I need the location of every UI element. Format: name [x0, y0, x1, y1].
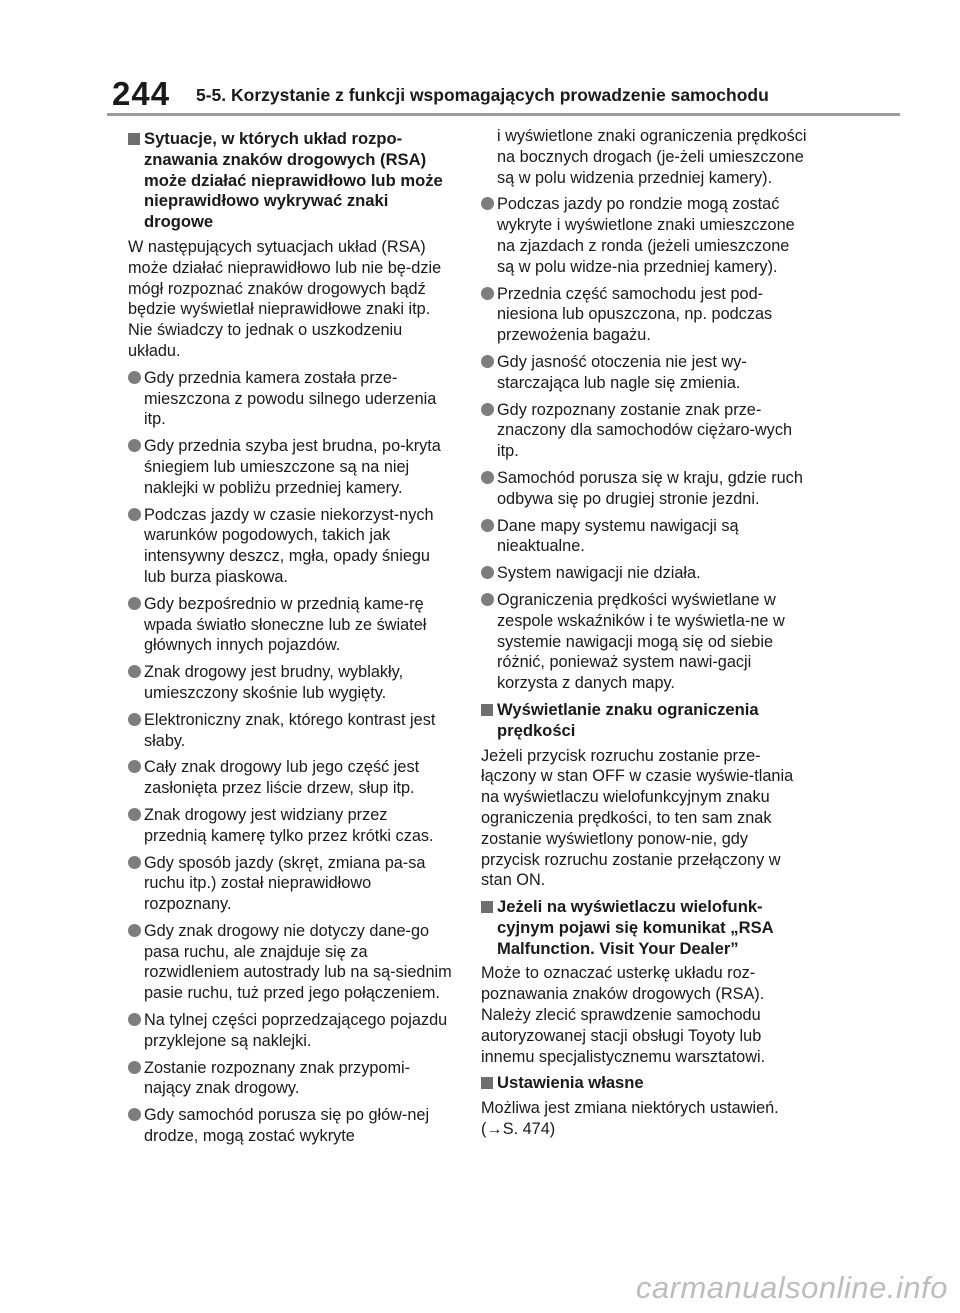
list-item-text: Znak drogowy jest brudny, wyblakły, umieszczony skośnie lub wygięty. — [144, 663, 404, 702]
section-heading-speed-limit-display — [481, 700, 811, 742]
list-item — [128, 436, 454, 498]
list-item-text: Przednia część samochodu jest pod-niesiona lub opuszczona, np. podczas przewożenia bagażu. — [497, 284, 773, 345]
header-divider — [107, 113, 900, 116]
list-item-text: Zostanie rozpoznany znak przypomi-nający znak drogowy. — [144, 1058, 411, 1098]
list-item — [128, 594, 454, 656]
list-item-text: Cały znak drogowy lub jego część jest zasłonięta przez liście drzew, słup itp. — [144, 758, 420, 798]
list-item-text: Gdy jasność otoczenia nie jest wy-starczająca lub nagle się zmienia. — [497, 352, 747, 392]
list-item — [128, 1010, 454, 1052]
section-heading-text: Ustawienia własne — [497, 1073, 644, 1093]
list-item — [128, 805, 454, 847]
list-item-text: Gdy bezpośrednio w przednią kame-rę wpada światło słoneczne lub ze świateł głównych innych pojazdów. — [144, 594, 427, 655]
list-item — [481, 516, 811, 558]
circle-bullet-icon — [481, 519, 494, 532]
circle-bullet-icon — [128, 713, 141, 726]
section-heading-text: Jeżeli na wyświetlaczu wielofunk-cyjnym pojawi się komunikat „RSA Malfunction. Visit Your Dealer” — [497, 897, 774, 958]
circle-bullet-icon — [481, 197, 494, 210]
paragraph: Może to oznaczać usterkę układu roz-poznawania znaków drogowych (RSA). Należy zlecić sprawdzenie samochodu autoryzowanej stacji obsługi Toyoty lub innemu specjalistycznemu warsztatowi. — [481, 964, 766, 1066]
section-heading-custom-settings — [481, 1073, 811, 1094]
list-item — [481, 194, 811, 277]
circle-bullet-icon — [481, 566, 494, 579]
paragraph-page-reference: Możliwa jest zmiana niektórych ustawień. (→S. 474) — [481, 1099, 779, 1139]
circle-bullet-icon — [481, 355, 494, 368]
circle-bullet-icon — [128, 1108, 141, 1121]
square-bullet-icon — [481, 704, 493, 716]
list-item — [128, 505, 454, 588]
list-item-text: Gdy sposób jazdy (skręt, zmiana pa-sa ruchu itp.) został nieprawidłowo rozpoznany. — [144, 853, 426, 914]
list-item-text: Gdy znak drogowy nie dotyczy dane-go pasa ruchu, ale znajduje się za rozwidleniem autostrady lub na są-siednim pasie ruchu, tuż przed jego połączeniem. — [144, 921, 452, 1003]
section-heading-rsa-issues — [128, 129, 454, 233]
circle-bullet-icon — [128, 597, 141, 610]
list-item — [128, 710, 454, 752]
circle-bullet-icon — [128, 856, 141, 869]
list-item — [128, 662, 454, 704]
circle-bullet-icon — [481, 287, 494, 300]
circle-bullet-icon — [481, 471, 494, 484]
circle-bullet-icon — [128, 1013, 141, 1026]
list-item — [481, 468, 811, 510]
circle-bullet-icon — [481, 593, 494, 606]
right-column — [481, 126, 811, 1146]
list-item-text: Elektroniczny znak, którego kontrast jest słaby. — [144, 710, 436, 750]
list-item-text: Ograniczenia prędkości wyświetlane w zespole wskaźników i te wyświetla-ne w systemie nawigacji mogą się od siebie różnić, ponieważ system nawi-gacji korzysta z danych mapy. — [497, 590, 785, 693]
list-item — [128, 1105, 454, 1147]
section-title: 5-5. Korzystanie z funkcji wspomagających prowadzenie samochodu — [196, 85, 769, 105]
list-item-text: Gdy przednia szyba jest brudna, po-kryta śniegiem lub umieszczone są na niej naklejki w pobliżu przedniej kamery. — [144, 437, 441, 497]
section-heading-rsa-malfunction — [481, 897, 811, 959]
circle-bullet-icon — [128, 808, 141, 821]
left-column — [128, 126, 454, 1153]
list-item — [481, 284, 811, 346]
circle-bullet-icon — [128, 760, 141, 773]
list-item — [481, 590, 811, 694]
list-item — [128, 368, 454, 430]
circle-bullet-icon — [128, 924, 141, 937]
list-item — [481, 352, 811, 394]
list-item-text: Znak drogowy jest widziany przez przednią kamerę tylko przez krótki czas. — [144, 805, 434, 845]
list-item-text: Dane mapy systemu nawigacji są nieaktualne. — [497, 516, 739, 556]
intro-paragraph: W następujących sytuacjach układ (RSA) może działać nieprawidłowo lub nie bę-dzie mógł rozpoznać znaków drogowych bądź będzie wyświetlał nieprawidłowe znaki itp. Nie świadczy to jednak o uszkodzeniu układu. — [128, 237, 442, 360]
circle-bullet-icon — [128, 439, 141, 452]
list-item — [481, 400, 811, 462]
circle-bullet-icon — [128, 665, 141, 678]
list-item-text: Gdy rozpoznany zostanie znak prze-znaczony dla samochodów ciężaro-wych itp. — [497, 400, 793, 461]
square-bullet-icon — [128, 133, 140, 145]
list-item-text: Gdy przednia kamera została prze-mieszczona z powodu silnego uderzenia itp. — [144, 368, 437, 429]
circle-bullet-icon — [481, 403, 494, 416]
section-heading-text: Sytuacje, w których układ rozpo-znawania znaków drogowych (RSA) może działać nieprawidłowo lub może nieprawidłowo wykrywać znaki drogowe — [144, 129, 443, 232]
circle-bullet-icon — [128, 371, 141, 384]
list-item-text: Samochód porusza się w kraju, gdzie ruch odbywa się po drugiej stronie jezdni. — [497, 468, 803, 508]
list-item — [481, 563, 811, 584]
circle-bullet-icon — [128, 508, 141, 521]
list-item — [128, 757, 454, 799]
list-item — [128, 853, 454, 915]
section-heading-text: Wyświetlanie znaku ograniczenia prędkości — [497, 699, 759, 740]
list-item-text: Podczas jazdy w czasie niekorzyst-nych warunków pogodowych, takich jak intensywny deszcz, mgła, opady śniegu lub burza piaskowa. — [144, 505, 434, 586]
watermark: carmanualsonline.info — [635, 1270, 948, 1305]
list-item-text: Na tylnej części poprzedzającego pojazdu przyklejone są naklejki. — [144, 1011, 448, 1050]
page-number: 244 — [112, 75, 171, 112]
list-item-text: Gdy samochód porusza się po głów-nej drodze, mogą zostać wykryte — [144, 1106, 430, 1146]
list-item-text: System nawigacji nie działa. — [497, 564, 701, 583]
page-header — [0, 0, 960, 120]
circle-bullet-icon — [128, 1061, 141, 1074]
square-bullet-icon — [481, 901, 493, 913]
list-item-text: Podczas jazdy po rondzie mogą zostać wykryte i wyświetlone znaki umieszczone na zjazdach z ronda (jeżeli umieszczone są w polu widze-nia przedniej kamery). — [497, 195, 795, 276]
list-item-continuation: i wyświetlone znaki ograniczenia prędkości na bocznych drogach (je-żeli umieszczone są w polu widzenia przedniej kamery). — [497, 127, 807, 187]
list-item — [128, 1058, 454, 1100]
paragraph: Jeżeli przycisk rozruchu zostanie prze-łączony w stan OFF w czasie wyświe-tlania na wyświetlaczu wielofunkcyjnym znaku ograniczenia prędkości, to ten sam znak zostanie wyświetlony ponow-nie, gdy przycisk rozruchu zostanie przełączony w stan ON. — [481, 746, 794, 890]
square-bullet-icon — [481, 1077, 493, 1089]
list-item — [128, 921, 454, 1004]
